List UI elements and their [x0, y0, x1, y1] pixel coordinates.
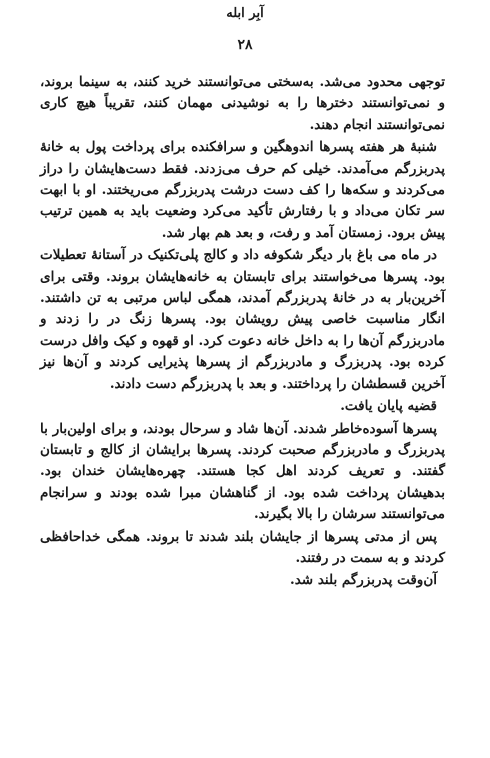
paragraph-continuation: توجهی محدود می‌شد. به‌سختی می‌توانستند خرید کنند، به سینما بروند، و نمی‌توانستند دخترها را به نوشیدنی مهمان کنند، تقریباً هیچ کاری نمی‌توانستند انجام دهند.	[40, 74, 445, 133]
paragraph: پس از مدتی پسرها از جایشان بلند شدند تا بروند. همگی خداحافظی کردند و به سمت در رفتند.	[40, 528, 445, 566]
body-text	[40, 72, 445, 593]
running-header: آبِر ابله	[226, 6, 264, 21]
paragraph: پسرها آسوده‌خاطر شدند. آن‌ها شاد و سرحال بودند، و برای اولین‌بار با پدربزرگ و مادربزرگم صحبت کردند. پسرها برایشان از کالج و تابستان گفتند. و تعریف کردند اهل کجا هستند. چهره‌هایشان خندان بود. بدهیشان پرداخت شده بود. از گناهشان مبرا شده بودند و سرانجام می‌توانستند سرشان را بالا بگیرند.	[40, 420, 445, 523]
paragraph: آن‌وقت پدربزرگم بلند شد.	[290, 572, 437, 589]
paragraph: قضیه پایان یافت.	[340, 398, 437, 415]
paragraph: در ماه می باغ بار دیگر شکوفه داد و کالج پلی‌تکنیک در آستانهٔ تعطیلات بود. پسرها می‌خواستند برای تابستان به خانه‌هایشان بروند. وقتی برای آخرین‌بار به در خانهٔ پدربزرگم آمدند، همگی لباس مرتبی به تن داشتند. انگار مناسبت خاصی پیش رویشان بود. پسرها زنگ در را زدند و مادربزرگم آن‌ها را به داخل خانه دعوت کرد. او قهوه و کیک وافل درست کرده بود. پدربزرگ و مادربزرگم از پسرها پذیرایی کردند و آن‌ها نیز آخرین قسطشان را پرداختند. و بعد با پدربزرگم دست دادند.	[40, 247, 445, 392]
page-number: ۲۸	[237, 37, 253, 53]
paragraph: شنبهٔ هر هفته پسرها اندوهگین و سرافکنده برای پرداخت پول به خانهٔ پدربزرگم می‌آمدند. خیلی کم حرف می‌زدند. فقط دست‌هایشان را دراز می‌کردند و سکه‌ها را کف دست درشت پدربزرگم می‌ریختند. او با ابهت سر تکان می‌داد و با رفتارش تأکید می‌کرد وضعیت باید به همین ترتیب پیش برود. زمستان آمد و رفت، و بعد هم بهار شد.	[40, 139, 445, 241]
